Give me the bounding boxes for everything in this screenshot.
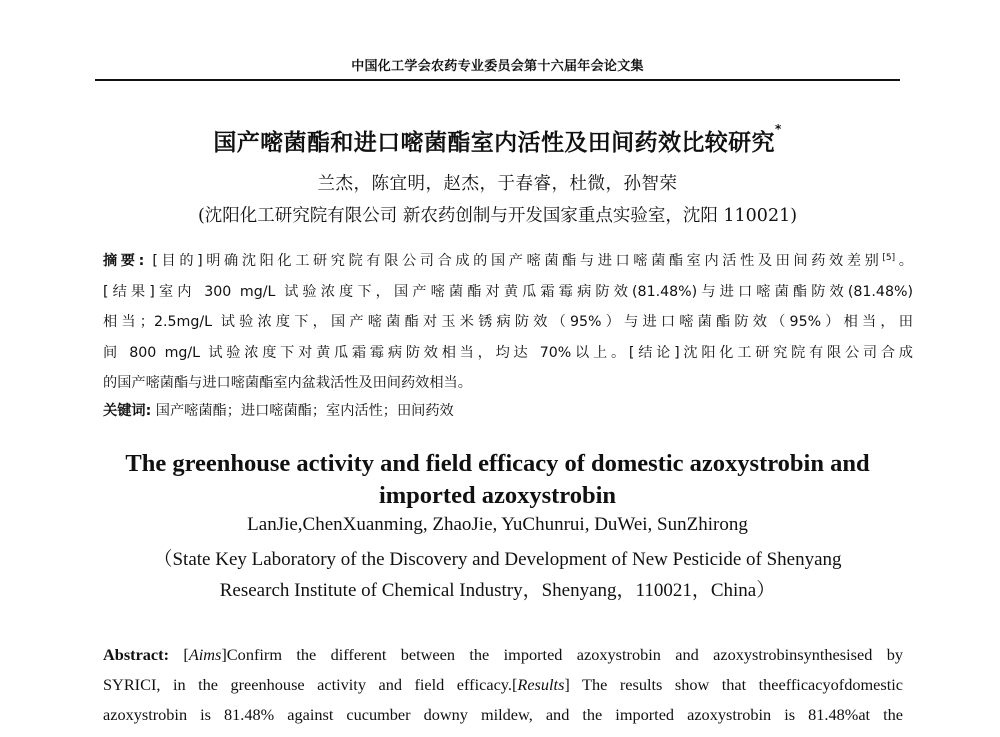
abstract-text: 。 [895, 253, 913, 269]
chinese-affiliation: (沈阳化工研究院有限公司 新农药创制与开发国家重点实验室，沈阳 110021) [197, 206, 798, 226]
abstract-text: ]Confirm the different between the imported azoxystrobin and azoxystrobinsynthesised by [221, 645, 904, 664]
abstract-label: 摘要: [103, 253, 145, 269]
chinese-authors: 兰杰，陈宜明，赵杰，于春睿，杜微，孙智荣 [317, 174, 678, 194]
abstract-text: [ [169, 645, 189, 664]
abstract-label: Abstract: [103, 645, 170, 664]
keywords-text: 国产嘧菌酯；进口嘧菌酯；室内活性；田间药效 [151, 403, 454, 419]
running-header: 中国化工学会农药专业委员会第十六届年会论文集 [351, 59, 644, 74]
abstract-text: [目的]明确沈阳化工研究院有限公司合成的国产嘧菌酯与进口嘧菌酯室内活性及田间药效差别 [144, 253, 883, 269]
abstract-line [103, 670, 903, 700]
english-authors: LanJie,ChenXuanming, ZhaoJie, YuChunrui, DuWei, SunZhirong [247, 514, 748, 535]
abstract-text: ] The results show that theefficacyofdomestic [564, 675, 903, 694]
chinese-abstract [103, 246, 913, 399]
chinese-keywords [103, 400, 454, 420]
abstract-line: azoxystrobin is 81.48% against cucumber downy mildew, and the imported azoxystrobin is 81.48%at the [103, 705, 903, 724]
abstract-line: 间 800 mg/L 试验浓度下对黄瓜霜霉病防效相当，均达 70%以上。[结论]沈阳化工研究院有限公司合成 [103, 344, 913, 361]
title-footnote-mark: * [774, 122, 782, 136]
abstract-line [103, 640, 903, 670]
citation-ref[interactable]: [5] [882, 253, 896, 263]
keywords-label: 关键词: [103, 403, 152, 419]
chinese-title [95, 124, 900, 157]
abstract-line: 的国产嘧菌酯与进口嘧菌酯室内盆栽活性及田间药效相当。 [103, 375, 472, 391]
affiliation-line: Research Institute of Chemical Industry，Shenyang，110021，China） [219, 580, 776, 601]
english-abstract [103, 640, 903, 730]
english-title-line: imported azoxystrobin [378, 482, 617, 509]
abstract-line [103, 246, 913, 277]
english-title [95, 448, 900, 512]
abstract-text: SYRICI, in the greenhouse activity and field efficacy.[ [103, 675, 518, 694]
english-title-line: The greenhouse activity and field efficacy of domestic azoxystrobin and [125, 450, 870, 477]
results-label: Results [517, 675, 565, 694]
chinese-title-text: 国产嘧菌酯和进口嘧菌酯室内活性及田间药效比较研究 [213, 130, 775, 156]
english-affiliation [95, 544, 900, 606]
affiliation-line: （State Key Laboratory of the Discovery and Development of New Pesticide of Shenyang [153, 549, 842, 570]
abstract-line: 相当；2.5mg/L 试验浓度下，国产嘧菌酯对玉米锈病防效（95%）与进口嘧菌酯防效（95%）相当，田 [103, 314, 913, 330]
aims-label: Aims [188, 645, 222, 664]
abstract-line: [结果]室内 300 mg/L 试验浓度下，国产嘧菌酯对黄瓜霜霉病防效(81.48%)与进口嘧菌酯防效(81.48%) [103, 283, 913, 300]
header-rule [95, 79, 900, 81]
